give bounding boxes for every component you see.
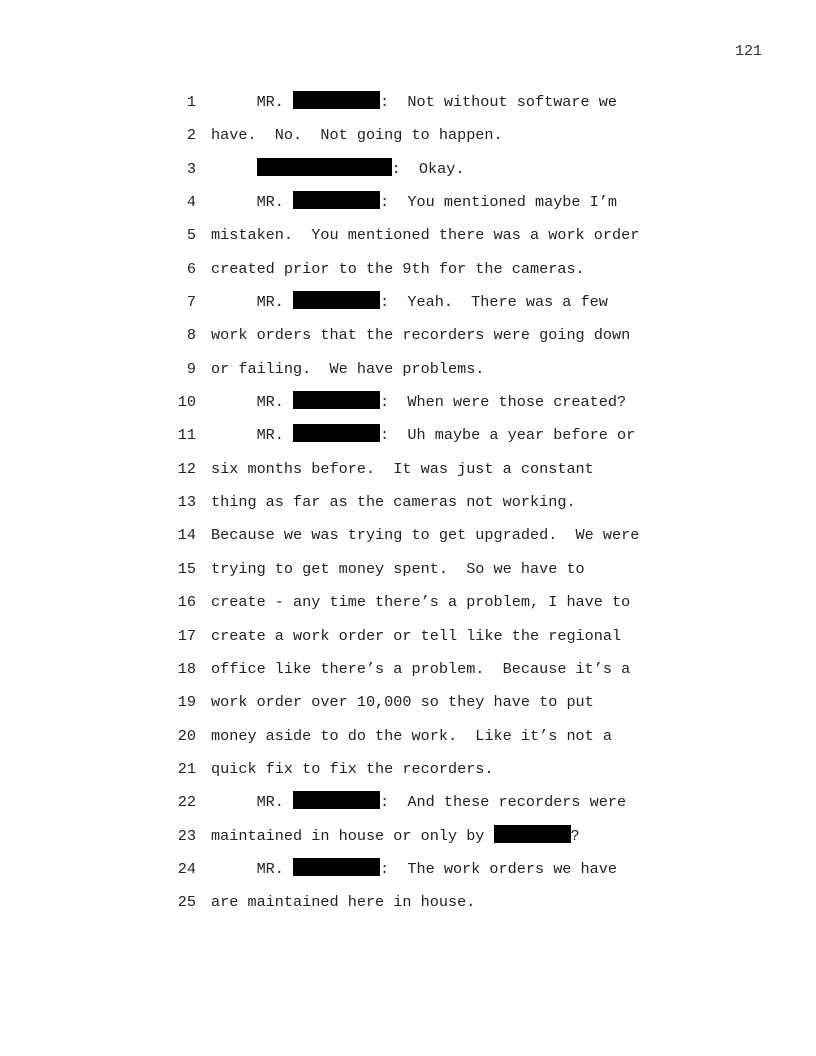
line-text-segment: quick fix to fix the recorders. xyxy=(211,759,494,778)
line-text xyxy=(211,886,475,919)
transcript-line xyxy=(0,553,816,586)
line-text-segment: MR. xyxy=(211,859,294,878)
transcript-line xyxy=(0,753,816,786)
line-number: 22 xyxy=(177,793,196,812)
line-number: 4 xyxy=(186,193,196,212)
line-number: 16 xyxy=(177,593,196,612)
line-text xyxy=(211,653,630,686)
line-number: 23 xyxy=(177,826,196,845)
line-number: 7 xyxy=(186,293,196,312)
line-number: 5 xyxy=(186,226,196,245)
transcript-line xyxy=(0,119,816,152)
line-text-segment: MR. xyxy=(211,293,294,312)
transcript-line xyxy=(0,453,816,486)
line-text-segment: MR. xyxy=(211,793,294,812)
line-text xyxy=(211,853,617,886)
line-text xyxy=(211,586,630,619)
transcript-line xyxy=(0,286,816,319)
transcript-line xyxy=(0,186,816,219)
line-text-segment: are maintained here in house. xyxy=(211,893,476,912)
line-number: 24 xyxy=(177,859,196,878)
line-number: 9 xyxy=(186,359,196,378)
line-text xyxy=(211,820,580,853)
line-text-segment: work order over 10,000 so they have to put xyxy=(211,693,594,712)
line-text-segment: money aside to do the work. Like it’s not a xyxy=(211,726,613,745)
line-number: 6 xyxy=(186,259,196,278)
line-text-segment: Because we was trying to get upgraded. We were xyxy=(211,526,640,545)
line-text-segment: : You mentioned maybe I’m xyxy=(380,193,617,212)
line-text xyxy=(211,86,617,119)
line-number: 19 xyxy=(177,693,196,712)
line-text-segment: MR. xyxy=(211,426,294,445)
transcript-line xyxy=(0,786,816,819)
transcript-body xyxy=(0,86,816,920)
redaction-box xyxy=(293,791,380,809)
line-text-segment: trying to get money spent. So we have to xyxy=(211,559,585,578)
line-text-segment: office like there’s a problem. Because it’s a xyxy=(211,659,631,678)
line-text xyxy=(211,153,465,186)
line-number: 25 xyxy=(177,893,196,912)
line-text xyxy=(211,386,626,419)
line-text-segment: mistaken. You mentioned there was a work order xyxy=(211,226,640,245)
redaction-box xyxy=(293,191,380,209)
line-text xyxy=(211,286,608,319)
line-number: 1 xyxy=(186,93,196,111)
line-number: 21 xyxy=(177,759,196,778)
line-text-segment: MR. xyxy=(211,93,294,111)
line-text-segment: : When were those created? xyxy=(380,393,627,412)
transcript-line xyxy=(0,219,816,252)
line-number: 8 xyxy=(186,326,196,345)
line-number: 12 xyxy=(177,459,196,478)
transcript-line xyxy=(0,720,816,753)
line-text-segment: thing as far as the cameras not working. xyxy=(211,493,576,512)
line-text xyxy=(211,486,576,519)
line-text-segment: : Yeah. There was a few xyxy=(380,293,608,312)
line-number: 15 xyxy=(177,559,196,578)
line-text xyxy=(211,253,585,286)
line-text xyxy=(211,453,594,486)
line-text xyxy=(211,319,630,352)
line-number: 11 xyxy=(177,426,196,445)
transcript-line xyxy=(0,820,816,853)
redaction-box xyxy=(293,291,380,309)
line-text-segment: created prior to the 9th for the cameras. xyxy=(211,259,585,278)
line-text-segment: : The work orders we have xyxy=(380,859,617,878)
line-text xyxy=(211,186,617,219)
transcript-line xyxy=(0,853,816,886)
line-text-segment: maintained in house or only by xyxy=(211,826,494,845)
transcript-line xyxy=(0,519,816,552)
line-number: 13 xyxy=(177,493,196,512)
transcript-line xyxy=(0,653,816,686)
transcript-line xyxy=(0,886,816,919)
line-text-segment: or failing. We have problems. xyxy=(211,359,485,378)
line-text xyxy=(211,119,503,152)
line-number: 18 xyxy=(177,659,196,678)
line-text-segment: MR. xyxy=(211,193,294,212)
transcript-line xyxy=(0,153,816,186)
line-text-segment: : Not without software we xyxy=(380,93,617,111)
redaction-box xyxy=(293,424,380,442)
transcript-line xyxy=(0,86,816,119)
line-number: 2 xyxy=(186,126,196,145)
line-number: 3 xyxy=(186,159,196,178)
line-text-segment: ? xyxy=(570,826,580,845)
redaction-box xyxy=(293,858,380,876)
line-text-segment: : And these recorders were xyxy=(380,793,627,812)
line-text-segment: : Okay. xyxy=(391,159,465,178)
line-number: 20 xyxy=(177,726,196,745)
page-number: 121 xyxy=(734,43,762,60)
transcript-line xyxy=(0,319,816,352)
line-text xyxy=(211,786,626,819)
transcript-line xyxy=(0,620,816,653)
line-text-segment: create - any time there’s a problem, I have to xyxy=(211,593,631,612)
line-text-segment: have. No. Not going to happen. xyxy=(211,126,503,145)
line-text xyxy=(211,720,612,753)
line-text-segment xyxy=(211,160,257,178)
line-text xyxy=(211,686,594,719)
redaction-box xyxy=(494,825,571,843)
line-number: 10 xyxy=(177,393,196,412)
line-text-segment: : Uh maybe a year before or xyxy=(380,426,636,445)
line-text xyxy=(211,353,484,386)
line-text xyxy=(211,519,639,552)
transcript-line xyxy=(0,253,816,286)
line-text xyxy=(211,753,494,786)
line-text xyxy=(211,553,585,586)
line-number: 14 xyxy=(177,526,196,545)
line-number: 17 xyxy=(177,626,196,645)
line-text xyxy=(211,419,635,452)
transcript-line xyxy=(0,586,816,619)
transcript-line xyxy=(0,686,816,719)
line-text-segment: MR. xyxy=(211,393,294,412)
redaction-box xyxy=(293,91,380,109)
transcript-line xyxy=(0,419,816,452)
line-text xyxy=(211,219,639,252)
line-text-segment: work orders that the recorders were going down xyxy=(211,326,631,345)
redaction-box xyxy=(257,158,392,176)
transcript-line xyxy=(0,353,816,386)
redaction-box xyxy=(293,391,380,409)
transcript-line xyxy=(0,486,816,519)
line-text-segment: six months before. It was just a constant xyxy=(211,459,594,478)
line-text-segment: create a work order or tell like the regional xyxy=(211,626,622,645)
transcript-line xyxy=(0,386,816,419)
line-text xyxy=(211,620,621,653)
